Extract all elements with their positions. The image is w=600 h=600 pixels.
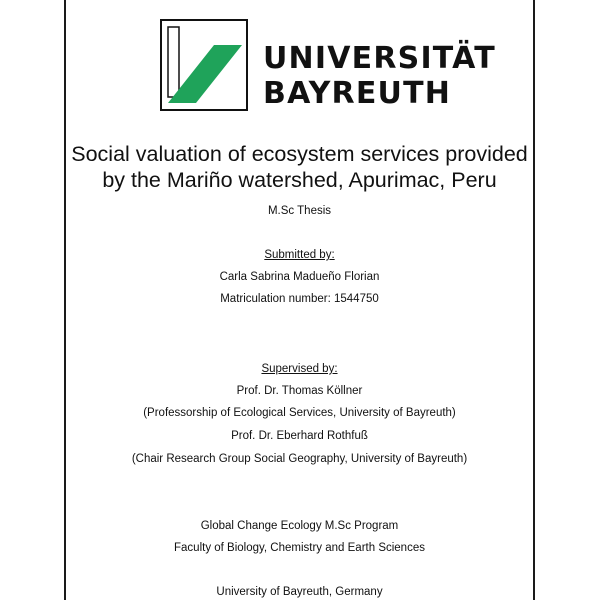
author-name: Carla Sabrina Madueño Florian	[219, 271, 380, 283]
supervisor-2-name: Prof. Dr. Eberhard Rothfuß	[231, 430, 368, 442]
degree-label: M.Sc Thesis	[267, 205, 332, 217]
submitted-by-heading: Submitted by:	[264, 249, 335, 261]
thesis-title-line-2: by the Mariño watershed, Apurimac, Peru	[102, 168, 497, 192]
supervisor-1-name: Prof. Dr. Thomas Köllner	[236, 385, 363, 397]
thesis-title-line-1: Social valuation of ecosystem services provided	[71, 142, 528, 166]
university-location: University of Bayreuth, Germany	[216, 586, 383, 598]
logo-text-universitaet: UNIVERSITÄT	[263, 41, 496, 76]
supervisor-2-affiliation: (Chair Research Group Social Geography, University of Bayreuth)	[131, 453, 468, 465]
university-logo-mark	[160, 19, 248, 111]
program-name: Global Change Ecology M.Sc Program	[200, 520, 399, 532]
supervised-by-heading: Supervised by:	[261, 363, 338, 375]
matriculation-number: Matriculation number: 1544750	[220, 293, 379, 305]
university-logo	[160, 19, 496, 111]
faculty-name: Faculty of Biology, Chemistry and Earth Sciences	[174, 542, 425, 554]
logo-text-bayreuth: BAYREUTH	[263, 76, 452, 111]
page-border-right	[533, 0, 535, 600]
supervisor-1-affiliation: (Professorship of Ecological Services, University of Bayreuth)	[143, 407, 456, 419]
